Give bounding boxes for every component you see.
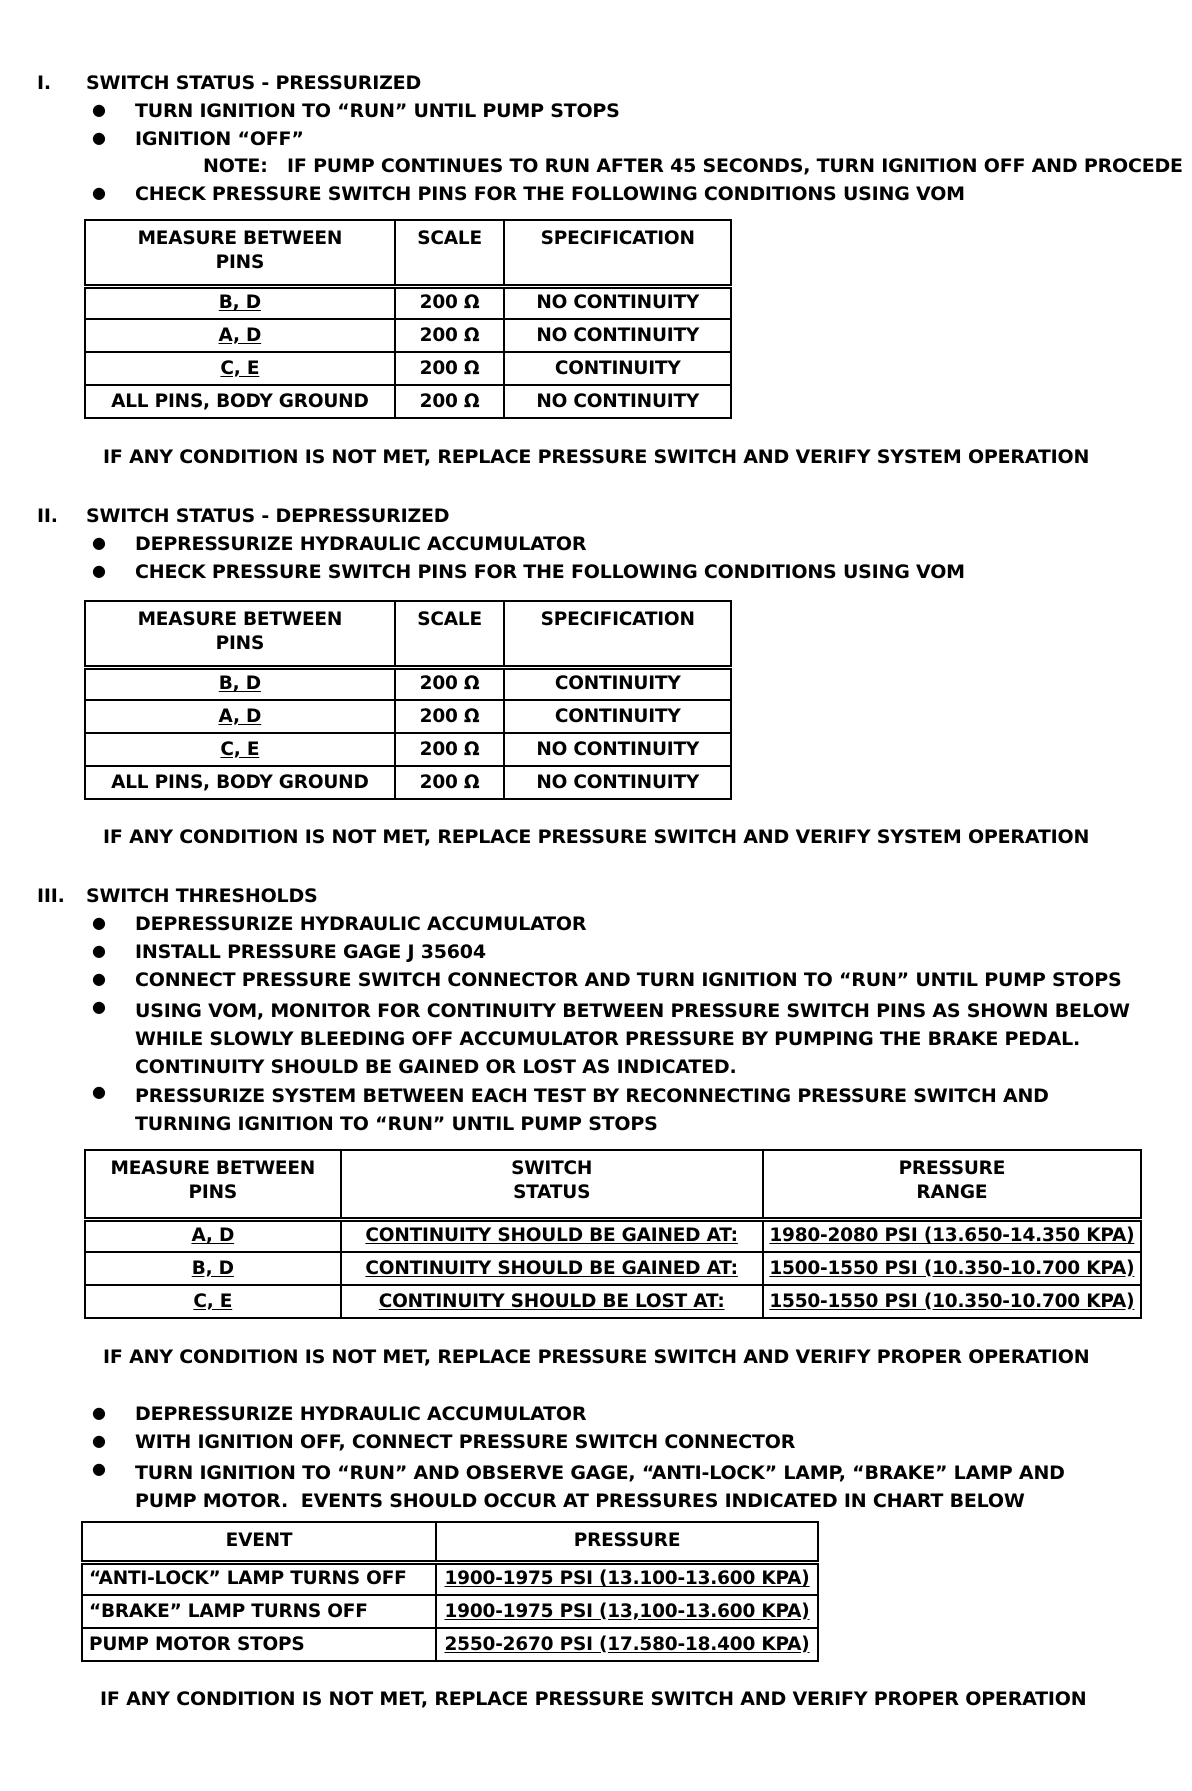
section-4-step-3: TURN IGNITION TO “RUN” AND OBSERVE GAGE, “ANTI-LOCK” LAMP, “BRAKE” LAMP AND PUMP MOTOR. EVENTS SHOULD OCCUR AT PRESSURES INDICATED IN CHART BELOW: [135, 1462, 1065, 1512]
section-2-step-1: DEPRESSURIZE HYDRAULIC ACCUMULATOR: [135, 533, 587, 555]
bullet-icon: ●: [92, 1082, 106, 1101]
section-4-condition: IF ANY CONDITION IS NOT MET, REPLACE PRESSURE SWITCH AND VERIFY PROPER OPERATION: [100, 1688, 1087, 1710]
table-header: SPECIFICATION: [504, 601, 731, 667]
section-1-condition: IF ANY CONDITION IS NOT MET, REPLACE PRESSURE SWITCH AND VERIFY SYSTEM OPERATION: [103, 446, 1090, 468]
bullet-icon: ●: [92, 1459, 106, 1478]
table-cell: B, D: [85, 1252, 341, 1285]
table-cell: A, D: [85, 319, 395, 352]
table-cell: 200 Ω: [395, 667, 505, 700]
table-header: SPECIFICATION: [504, 220, 731, 286]
table-cell: A, D: [85, 1219, 341, 1252]
section-4-step-1: DEPRESSURIZE HYDRAULIC ACCUMULATOR: [135, 1403, 587, 1425]
table-cell: A, D: [85, 700, 395, 733]
table-header: MEASURE BETWEEN PINS: [85, 1150, 341, 1219]
table-header: SWITCH STATUS: [341, 1150, 763, 1219]
bullet-icon: ●: [92, 997, 106, 1016]
table-header: MEASURE BETWEEN PINS: [85, 220, 395, 286]
section-3-step-2: INSTALL PRESSURE GAGE J 35604: [135, 941, 486, 963]
table-cell: 200 Ω: [395, 766, 505, 799]
section-3-step-3: CONNECT PRESSURE SWITCH CONNECTOR AND TURN IGNITION TO “RUN” UNTIL PUMP STOPS: [135, 969, 1122, 991]
bullet-icon: ●: [92, 1431, 106, 1450]
section-3-table: [84, 1149, 1142, 1319]
table-cell: NO CONTINUITY: [504, 385, 731, 418]
table-cell: NO CONTINUITY: [504, 733, 731, 766]
section-1-number: I.: [37, 72, 51, 94]
bullet-icon: ●: [92, 969, 106, 988]
table-cell: B, D: [85, 286, 395, 319]
section-1-step-3: CHECK PRESSURE SWITCH PINS FOR THE FOLLOWING CONDITIONS USING VOM: [135, 183, 965, 205]
section-3-step-4: USING VOM, MONITOR FOR CONTINUITY BETWEEN PRESSURE SWITCH PINS AS SHOWN BELOW WHILE SLOWLY BLEEDING OFF ACCUMULATOR PRESSURE BY PUMPING THE BRAKE PEDAL. CONTINUITY SHOULD BE GAINED OR LOST AS INDICATED.: [135, 1000, 1130, 1078]
section-4-table: [81, 1521, 819, 1662]
table-header: PRESSURE RANGE: [763, 1150, 1141, 1219]
table-header: SCALE: [395, 601, 505, 667]
bullet-icon: ●: [92, 183, 106, 202]
table-header: EVENT: [82, 1522, 436, 1562]
table-cell: C, E: [85, 352, 395, 385]
bullet-icon: ●: [92, 1403, 106, 1422]
bullet-icon: ●: [92, 100, 106, 119]
bullet-icon: ●: [92, 561, 106, 580]
section-2-table: [84, 600, 732, 800]
section-3-title: SWITCH THRESHOLDS: [86, 885, 318, 907]
table-cell: PUMP MOTOR STOPS: [82, 1628, 436, 1661]
table-header: MEASURE BETWEEN PINS: [85, 601, 395, 667]
table-cell: 2550-2670 PSI (17.580-18.400 KPA): [436, 1628, 818, 1661]
table-cell: CONTINUITY: [504, 700, 731, 733]
table-cell: ALL PINS, BODY GROUND: [85, 385, 395, 418]
table-cell: CONTINUITY SHOULD BE LOST AT:: [341, 1285, 763, 1318]
section-2-step-2: CHECK PRESSURE SWITCH PINS FOR THE FOLLOWING CONDITIONS USING VOM: [135, 561, 965, 583]
table-cell: 200 Ω: [395, 319, 505, 352]
table-header: PRESSURE: [436, 1522, 818, 1562]
section-2-condition: IF ANY CONDITION IS NOT MET, REPLACE PRESSURE SWITCH AND VERIFY SYSTEM OPERATION: [103, 826, 1090, 848]
table-cell: 1900-1975 PSI (13.100-13.600 KPA): [436, 1562, 818, 1595]
table-cell: CONTINUITY SHOULD BE GAINED AT:: [341, 1219, 763, 1252]
section-1-step-1: TURN IGNITION TO “RUN” UNTIL PUMP STOPS: [135, 100, 620, 122]
section-1-title: SWITCH STATUS - PRESSURIZED: [86, 72, 422, 94]
table-cell: 200 Ω: [395, 700, 505, 733]
table-cell: CONTINUITY: [504, 667, 731, 700]
table-cell: CONTINUITY SHOULD BE GAINED AT:: [341, 1252, 763, 1285]
table-cell: CONTINUITY: [504, 352, 731, 385]
section-3-number: III.: [37, 885, 65, 907]
table-cell: 200 Ω: [395, 352, 505, 385]
section-2-number: II.: [37, 505, 58, 527]
table-cell: 200 Ω: [395, 286, 505, 319]
table-cell: B, D: [85, 667, 395, 700]
section-4-step-2: WITH IGNITION OFF, CONNECT PRESSURE SWITCH CONNECTOR: [135, 1431, 796, 1453]
table-cell: 1980-2080 PSI (13.650-14.350 KPA): [763, 1219, 1141, 1252]
table-cell: 200 Ω: [395, 385, 505, 418]
section-3-step-5: PRESSURIZE SYSTEM BETWEEN EACH TEST BY RECONNECTING PRESSURE SWITCH AND TURNING IGNITION TO “RUN” UNTIL PUMP STOPS: [135, 1085, 1049, 1135]
section-3-condition: IF ANY CONDITION IS NOT MET, REPLACE PRESSURE SWITCH AND VERIFY PROPER OPERATION: [103, 1346, 1090, 1368]
section-1-table: [84, 219, 732, 419]
table-cell: C, E: [85, 733, 395, 766]
table-cell: NO CONTINUITY: [504, 286, 731, 319]
table-cell: “ANTI-LOCK” LAMP TURNS OFF: [82, 1562, 436, 1595]
table-cell: 200 Ω: [395, 733, 505, 766]
table-cell: “BRAKE” LAMP TURNS OFF: [82, 1595, 436, 1628]
table-cell: 1500-1550 PSI (10.350-10.700 KPA): [763, 1252, 1141, 1285]
bullet-icon: ●: [92, 913, 106, 932]
table-cell: 1900-1975 PSI (13,100-13.600 KPA): [436, 1595, 818, 1628]
table-cell: NO CONTINUITY: [504, 766, 731, 799]
section-1-step-2: IGNITION “OFF”: [135, 128, 304, 150]
section-3-step-1: DEPRESSURIZE HYDRAULIC ACCUMULATOR: [135, 913, 587, 935]
bullet-icon: ●: [92, 941, 106, 960]
bullet-icon: ●: [92, 533, 106, 552]
bullet-icon: ●: [92, 128, 106, 147]
table-cell: NO CONTINUITY: [504, 319, 731, 352]
table-cell: 1550-1550 PSI (10.350-10.700 KPA): [763, 1285, 1141, 1318]
table-header: SCALE: [395, 220, 505, 286]
section-2-title: SWITCH STATUS - DEPRESSURIZED: [86, 505, 450, 527]
table-cell: ALL PINS, BODY GROUND: [85, 766, 395, 799]
note-label: NOTE:: [203, 155, 268, 177]
note-text: IF PUMP CONTINUES TO RUN AFTER 45 SECONDS, TURN IGNITION OFF AND PROCEDE: [287, 155, 1183, 177]
table-cell: C, E: [85, 1285, 341, 1318]
